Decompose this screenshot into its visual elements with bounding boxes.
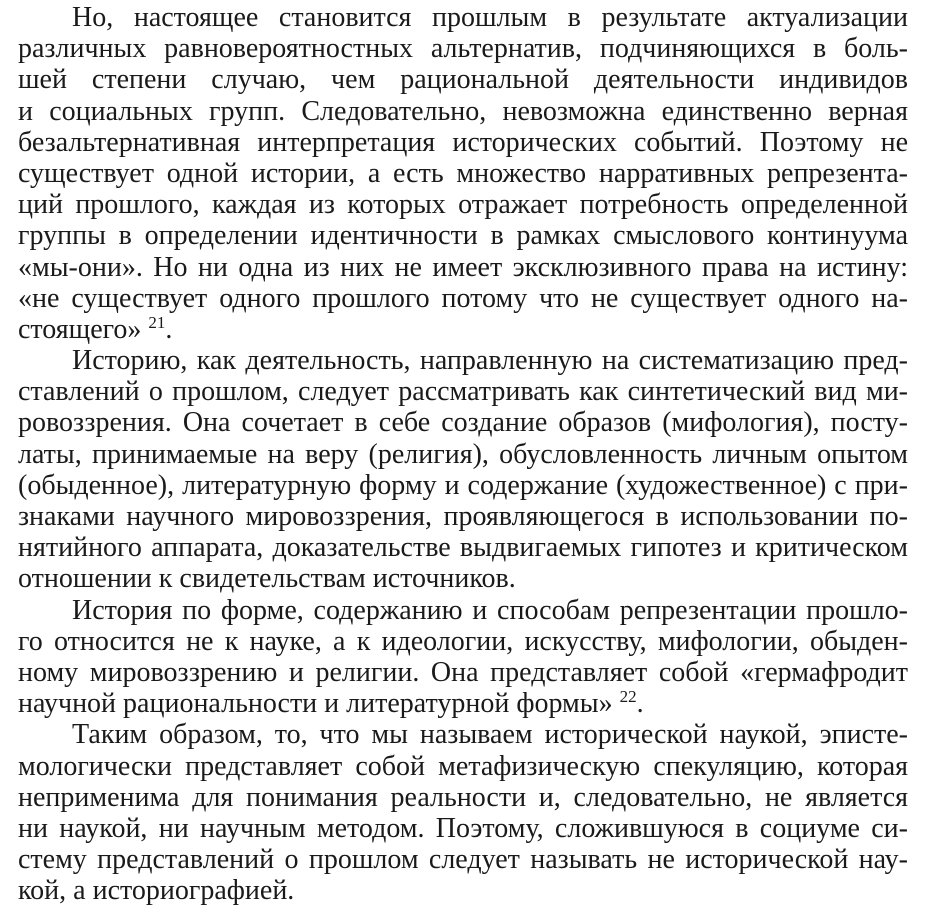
text-line: История по форме, содержанию и способам репрезентации прошло-	[72, 594, 908, 626]
text-line: существует одной истории, а есть множество нарративных репрезента-	[18, 157, 908, 189]
text-line: Таким образом, то, что мы называем исторической наукой, эписте-	[72, 719, 908, 751]
footnote-marker: 21	[148, 313, 166, 332]
text-line: ни наукой, ни научным методом. Поэтому, сложившуюся в социуме си-	[18, 812, 908, 844]
paragraph-4	[18, 719, 908, 906]
text-line: стоящего»	[18, 313, 149, 345]
text-line: кой, а историографией.	[18, 875, 295, 907]
text-line: научной рациональности и литературной формы»	[18, 688, 620, 720]
text-line: стему представлений о прошлом следует называть не исторической нау-	[18, 844, 908, 876]
text-line: группы в определении идентичности в рамках смыслового континуума	[18, 220, 908, 252]
text-line: ставлений о прошлом, следует рассматривать как синтетический вид ми-	[18, 376, 908, 408]
text-line: ному мировоззрению и религии. Она представляет собой «гермафродит	[18, 656, 908, 688]
text-line: нятийного аппарата, доказательстве выдвигаемых гипотез и критическом	[18, 532, 908, 564]
text-line: го относится не к науке, а к идеологии, искусству, мифологии, обыден-	[18, 625, 908, 657]
punctuation: .	[165, 313, 173, 345]
text-line: шей степени случаю, чем рациональной деятельности индивидов	[18, 64, 908, 96]
text-line: ций прошлого, каждая из которых отражает потребность определенной	[18, 189, 908, 221]
text-line: Историю, как деятельность, направленную на систематизацию пред-	[72, 345, 908, 377]
text-line-last	[18, 314, 908, 345]
text-line: безальтернативная интерпретация исторических событий. Поэтому не	[18, 126, 908, 158]
text-line: различных равновероятностных альтернатив, подчиняющихся в боль-	[18, 33, 908, 65]
paragraph-3	[18, 595, 908, 720]
text-line: Но, настоящее становится прошлым в результате актуализации	[72, 2, 908, 33]
text-line-last	[18, 688, 908, 719]
paragraph-1	[18, 2, 908, 345]
paragraph-2	[18, 345, 908, 595]
text-line: «мы-они». Но ни одна из них не имеет эксклюзивного права на истину:	[18, 251, 908, 283]
text-line: знаками научного мировоззрения, проявляющегося в использовании по-	[18, 501, 908, 532]
punctuation: .	[636, 688, 644, 720]
text-line: и социальных групп. Следовательно, невозможна единственно верная	[18, 95, 908, 127]
text-line: «не существует одного прошлого потому что не существует одного на-	[18, 282, 908, 314]
text-line: отношении к свидетельствам источников.	[18, 563, 516, 595]
footnote-marker: 22	[619, 688, 637, 707]
text-line: (обыденное), литературную форму и содержание (художественное) с при-	[18, 469, 908, 501]
text-line: мологически представляет собой метафизическую спекуляцию, которая	[18, 750, 908, 782]
text-line: латы, принимаемые на веру (религия), обусловленность личным опытом	[18, 438, 908, 470]
text-line: ровоззрения. Она сочетает в себе создание образов (мифология), посту-	[18, 407, 908, 439]
text-line: неприменима для понимания реальности и, следовательно, не является	[18, 781, 908, 813]
